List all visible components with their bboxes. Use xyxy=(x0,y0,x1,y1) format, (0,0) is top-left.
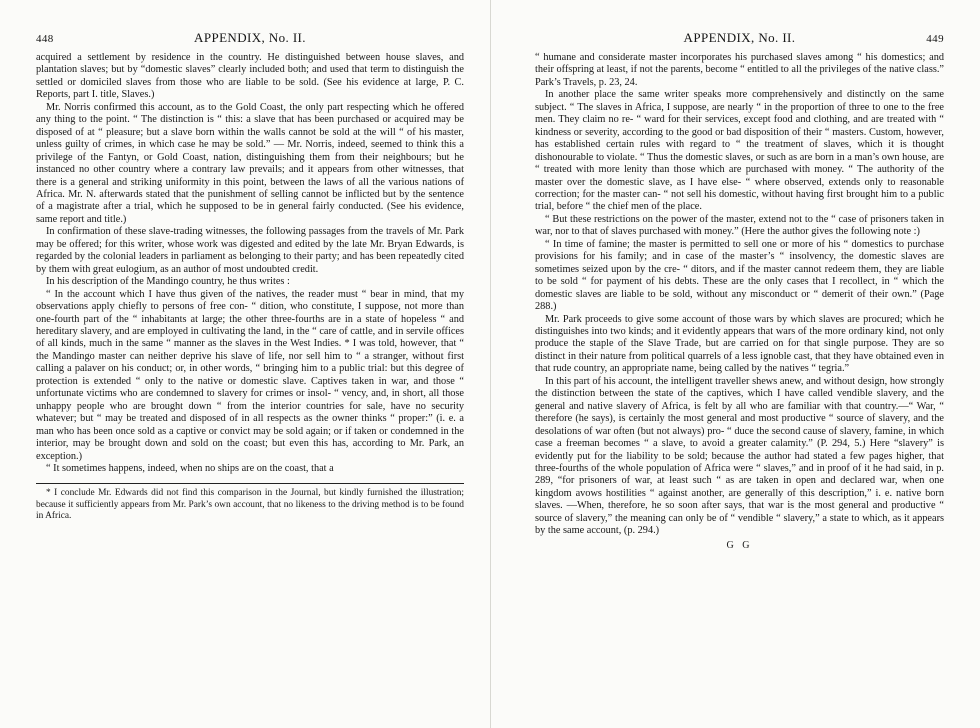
paragraph: “ humane and considerate master incorporates his purchased slaves among “ his domestics; and their offspring at least, if not the parents, become “ entitled to all the privileges of the native class.” Park’s Travels, p. 23, 24. xyxy=(535,52,944,88)
paragraph: acquired a settlement by residence in the country. He distinguished between house slaves, and plantation slaves; but by “domestic slaves” clearly included both; and used that term to distinguish the settled or domiciled slaves from those who are liable to be sold. (See his evidence at large, P. C. Reports, part I. title, Slaves.) xyxy=(36,52,464,101)
paragraph: In this part of his account, the intelligent traveller shews anew, and without design, how strongly the distinction between the state of the captives, which I have called vendible slavery, and the general and native slavery of Africa, is felt by all who are familiar with that country.—“ War, “ therefore (he says), is certainly the most general and most productive “ source of slavery, and the desolations of war often (but not always) pro- “ duce the second cause of slavery, famine, in which case a freeman becomes “ a slave, to avoid a greater calamity.” (P. 294, 5.) Here “slavery” is evidently put for the liability to be sold; because the author had stated a few pages higher, that three-fourths of the whole population of Africa were “ slaves,” and in proof of it he had said, in p. 289, “for prisoners of war, at least such “ as are taken in open and declared war, when one kingdom avows hostilities “ against another, are generally of this description,” i. e. native born slaves. —When, therefore, he so soon after says, that war is the most general and productive “ source of slavery,” the meaning can only be of “ vendible “ slavery,” a state to which, as it appears by the same account, (p. 294.) xyxy=(535,375,944,537)
paragraph: “ In time of famine; the master is permitted to sell one or more of his “ domestics to purchase provisions for his family; and in case of the master’s “ insolvency, the domestic slaves are sometimes seized upon by the cre- “ ditors, and if the master cannot redeem them, they are liable to be sold “ for payment of his debts. These are the only cases that I recollect, in “ which the domestic slaves are liable to be sold, without any misconduct or “ demerit of their own.” (Page 288.) xyxy=(535,238,944,313)
paragraph: In another place the same writer speaks more comprehensively and distinctly on the same subject. “ The slaves in Africa, I suppose, are nearly “ in the proportion of three to one to the free men. They claim no re- “ ward for their services, except food and clothing, and are treated with “ kindness or severity, according to the good or bad disposition of their “ masters. Custom, however, has established certain rules with regard to “ the treatment of slaves, which it is thought dishonourable to violate. “ Thus the domestic slaves, or such as are born in a man’s own house, are “ treated with more lenity than those which are purchased with money. “ The authority of the master over the domestic slave, as I have else- “ where observed, extends only to reasonable correction; for the master can- “ not sell his domestic, without having first brought him to a public trial, before “ the chief men of the place. xyxy=(535,89,944,213)
left-body-text xyxy=(36,52,464,475)
left-page-number: 448 xyxy=(36,33,54,45)
signature-mark: G G xyxy=(726,539,753,551)
paragraph: “ In the account which I have thus given of the natives, the reader must “ bear in mind, that my observations apply chiefly to persons of free con- “ dition, who constitute, I suppose, not more than one-fourth part of the “ inhabitants at large; the other three-fourths are in a state of hopeless “ and hereditary slavery, and are employed in cultivating the land, in the “ care of cattle, and in servile offices of all kinds, much in the same “ manner as the slaves in the West Indies. * I was told, however, that “ the Mandingo master can neither deprive his slave of life, nor sell him to “ a stranger, without first calling a palaver on his conduct; or, in other words, “ bringing him to a public trial: but this degree of protection is extended “ only to the native or domestic slave. Captives taken in war, and those “ unfortunate victims who are condemned to slavery for crimes or insol- “ vency, and, in short, all those unhappy people who are brought down “ from the interior countries for sale, have no security whatever; but “ may be treated and disposed of in all respects as the owner thinks “ proper:” (i. e. a man who has been once sold as a captive or convict may be sold again; or if taken or condemned in the interior, may be brought down and sold on the coast; but even this has, according to Mr. Park, an exception.) xyxy=(36,288,464,462)
footnote-rule xyxy=(36,483,464,484)
paragraph: In his description of the Mandingo country, he thus writes : xyxy=(46,276,290,288)
right-running-head xyxy=(535,30,944,46)
footnote-text: * I conclude Mr. Edwards did not find this comparison in the Journal, but kindly furnished the illustration; because it sufficiently appears from Mr. Park’s own account, that no likeness to the driving method is to be found in Africa. xyxy=(36,488,464,521)
footnote xyxy=(36,488,464,522)
paragraph: Mr. Park proceeds to give some account of those wars by which slaves are procured; which he distinguishes into two kinds; and it evidently appears that wars of the more ordinary kind, not only produce the staple of the Slave Trade, but are carried on for that single purpose. They are so distinct in their nature from political quarrels of a less ignoble cast, that they have obtained even in that rude country, an appropriate name, being called by the natives “ tegria.” xyxy=(535,313,944,375)
left-running-head xyxy=(36,30,464,46)
right-running-title: APPENDIX, No. II. xyxy=(683,30,796,45)
paragraph: In confirmation of these slave-trading witnesses, the following passages from the travels of Mr. Park may be offered; for this writer, whose work was digested and edited by the late Mr. Bryan Edwards, is regarded by the colonial leaders in parliament as belonging to their party; and has been repeatedly cited by them with great eulogium, as an author of most undoubted credit. xyxy=(36,226,464,275)
right-page xyxy=(490,0,980,728)
right-page-number: 449 xyxy=(926,33,944,45)
paragraph: Mr. Norris confirmed this account, as to the Gold Coast, the only part respecting which he offered any thing to the point. “ The distinction is “ this: a slave that has been purchased or acquired may be disposed of at “ pleasure; but a slave born within the walls cannot be sold at the will “ of his master, unless guilty of crimes, in which case he may be sold.” — Mr. Norris, indeed, seemed to think this a privilege of the Fantyn, or Gold Coast, nation, distinguishing them from their neighbours; but he instanced no other country where a contrary law prevails; and it appears from other witnesses, that there is a general and striking uniformity in this point, between the laws of all the various nations of Africa. Mr. N. afterwards stated that the punishment of selling cannot be inflicted but by the sentence of a magistrate after a trial, which he supposed to be in general fairly conducted. (See his evidence, same report and title.) xyxy=(36,101,464,225)
paragraph: “ But these restrictions on the power of the master, extend not to the “ case of prisoners taken in war, nor to that of slaves purchased with money.” (Here the author gives the following note :) xyxy=(535,213,944,238)
paragraph: “ It sometimes happens, indeed, when no ships are on the coast, that a xyxy=(46,462,334,474)
right-body-text xyxy=(535,52,944,538)
left-running-title: APPENDIX, No. II. xyxy=(194,30,306,45)
